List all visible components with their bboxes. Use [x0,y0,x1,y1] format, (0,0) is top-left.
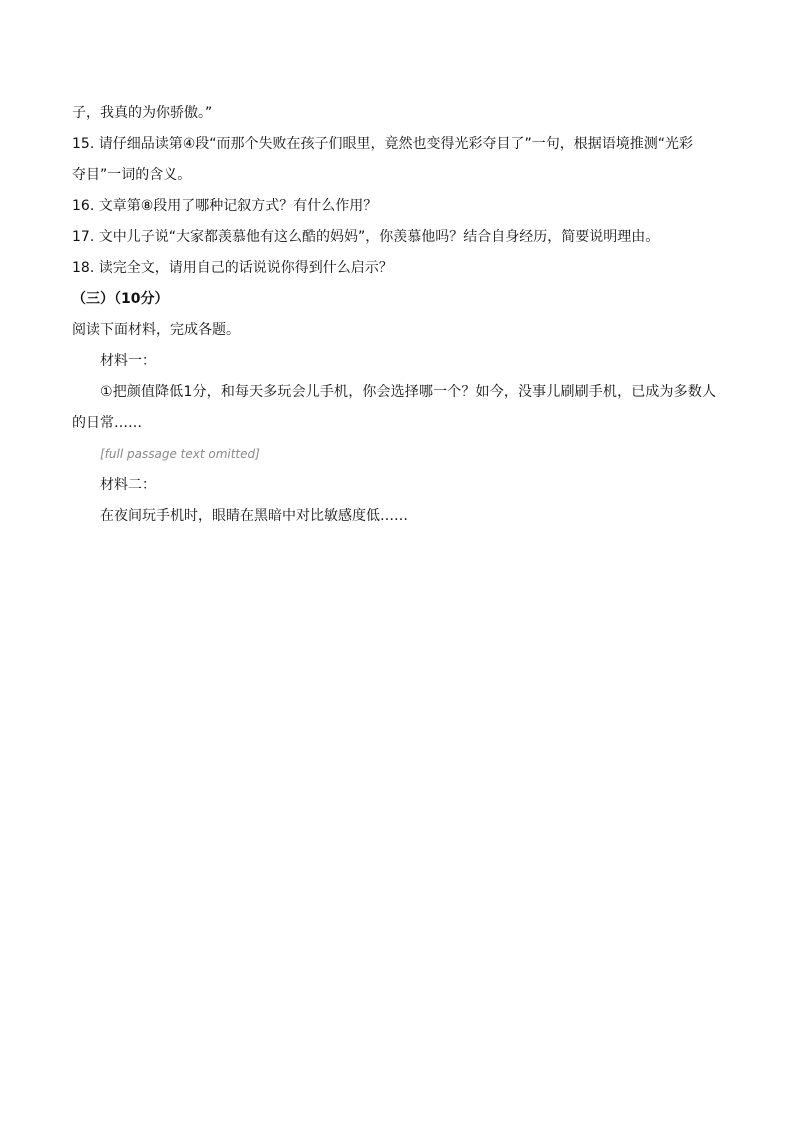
carryover-line: 子，我真的为你骄傲。” [72,105,213,121]
question-text: 夺目”一词的含义。 [72,167,192,183]
question-text: 读完全文，请用自己的话说说你得到什么启示？ [98,260,393,276]
question-text: 文中儿子说“大家都羡慕他有这么酷的妈妈”，你羡慕他吗？结合自身经历，简要说明理由。 [98,229,660,245]
question-number: 15. [72,136,95,152]
material-one-excerpt: ①把颜值降低1分，和每天多玩会儿手机，你会选择哪一个？如今，没事儿刷刷手机，已成为多数人的日常…… [72,384,716,431]
material-one-label: 材料一： [100,353,156,369]
question-16 [72,191,716,222]
material-two-excerpt: 在夜间玩手机时，眼睛在黑暗中对比敏感度低…… [100,508,408,524]
question-text: 文章第⑧段用了哪种记叙方式？有什么作用？ [98,198,378,214]
instruction: 阅读下面材料，完成各题。 [72,322,240,338]
omitted-note: [full passage text omitted] [100,447,260,461]
question-number: 17. [72,229,95,245]
material-two-label: 材料二： [100,477,156,493]
question-15 [72,129,716,160]
question-18 [72,253,716,284]
question-15-continued [72,160,716,191]
question-17 [72,222,716,253]
question-text: 请仔细品读第④段“而那个失败在孩子们眼里，竟然也变得光彩夺目了”一句，根据语境推测“光彩 [98,136,694,152]
question-number: 18. [72,260,95,276]
section-heading: （三）（10分） [72,291,169,307]
question-number: 16. [72,198,95,214]
